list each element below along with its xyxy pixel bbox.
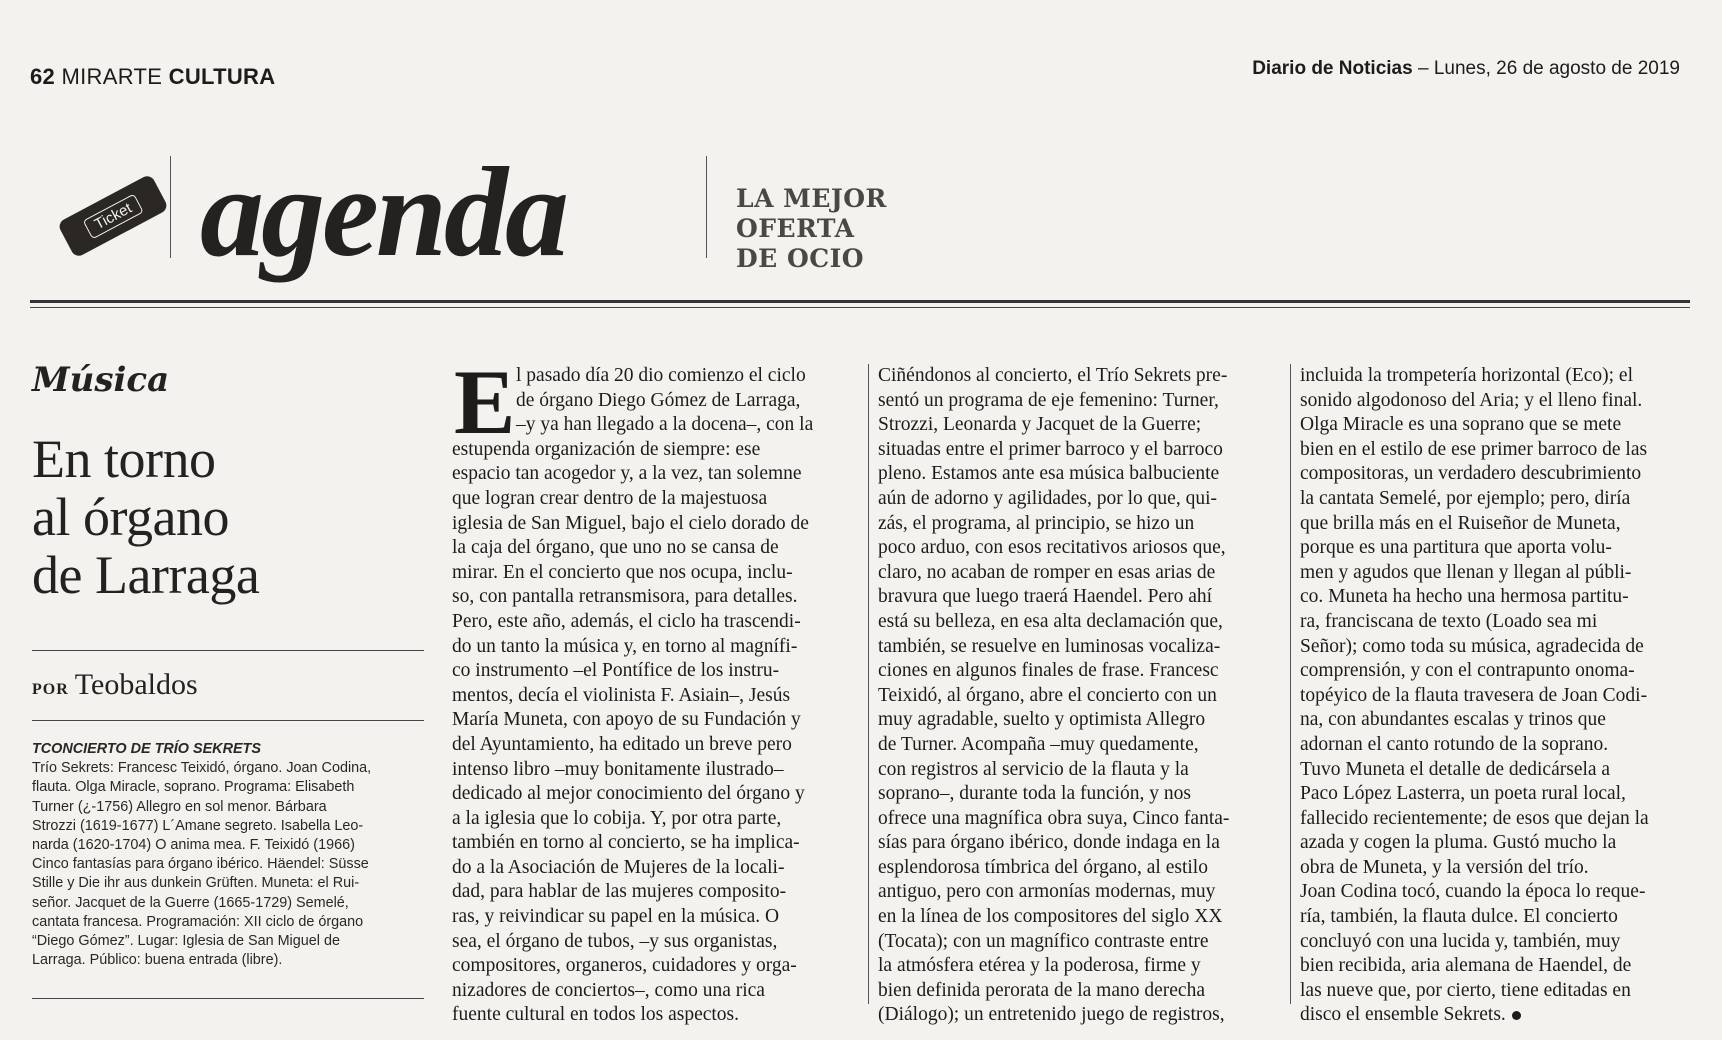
factbox-line: “Diego Gómez”. Lugar: Iglesia de San Miguel de: [32, 933, 340, 950]
article-line: también en torno al concierto, se ha implica-: [452, 832, 800, 854]
article-section: Música: [32, 360, 170, 400]
factbox-line: narda (1620-1704) O anima mea. F. Teixidó (1966): [32, 837, 355, 854]
masthead-divider-left: [170, 156, 171, 258]
divider: [32, 998, 424, 999]
article-line: del Ayuntamiento, ha editado un breve pero: [452, 733, 792, 755]
article-line: dad, para hablar de las mujeres composito-: [452, 881, 787, 903]
article-line: Joan Codina tocó, cuando la época lo reque-: [1300, 881, 1646, 903]
divider: [32, 650, 424, 651]
article-line: bien en el estilo de ese primer barroco de las: [1300, 438, 1648, 460]
article-line: mentos, decía el violinista F. Asiain–, Jesús: [452, 684, 791, 706]
byline-author: Teobaldos: [74, 668, 198, 701]
article-line: sea, el órgano de tubos, –y sus organistas,: [452, 930, 778, 952]
article-line: porque es una partitura que aporta volu-: [1300, 537, 1612, 559]
article-line: concluyó con una lucida y, también, muy: [1300, 930, 1621, 952]
article-line: adornan el canto rotundo de la soprano.: [1300, 733, 1609, 755]
factbox-line: Trío Sekrets: Francesc Teixidó, órgano. Joan Codina,: [32, 760, 372, 777]
article-line: obra de Muneta, y la versión del trío.: [1300, 856, 1589, 878]
article-line: ciones en algunos finales de frase. Francesc: [878, 660, 1219, 682]
article-line: (Diálogo); un entretenido juego de registros,: [878, 1004, 1225, 1026]
article-line: fuente cultural en todos los aspectos.: [452, 1004, 740, 1026]
article-line: ría, también, la flauta dulce. El concierto: [1300, 906, 1618, 928]
article-line: esplendorosa tímbrica del órgano, al estilo: [878, 856, 1208, 878]
subsection-name: CULTURA: [168, 64, 276, 89]
article-line: sentó un programa de eje femenino: Turner,: [878, 389, 1219, 411]
article-line: ras, y reivindicar su papel en la música. O: [452, 906, 780, 928]
article-line: la cantata Semelé, por ejemplo; pero, diría: [1300, 487, 1631, 509]
drop-cap: E: [454, 351, 516, 453]
article-line: iglesia de San Miguel, bajo el cielo dorado de: [452, 512, 809, 534]
byline: [32, 668, 198, 702]
article-line: co. Muneta ha hecho una hermosa partitu-: [1300, 586, 1629, 608]
article-line: mirar. En el concierto que nos ocupa, inclu-: [452, 561, 793, 583]
newspaper-name: Diario de Noticias: [1252, 58, 1413, 79]
ticket-icon: [57, 173, 169, 258]
article-line: fallecido recientemente; de esos que dejan la: [1300, 807, 1649, 829]
article-line: zás, el programa, al principio, se hizo un: [878, 512, 1195, 534]
article-line: compositores, organeros, cuidadores y orga-: [452, 955, 797, 977]
tagline-line: DE OCIO: [736, 244, 865, 273]
publication-info: [1252, 58, 1680, 80]
article-line: do un tanto la música y, en torno al magnífi-: [452, 635, 798, 657]
masthead-rule: [30, 300, 1690, 303]
column-divider: [868, 364, 869, 1004]
article-column-2: [878, 364, 1274, 1028]
ticket-label: Ticket: [83, 193, 144, 239]
byline-prefix: POR: [32, 681, 69, 698]
article-line: también, se resuelve en luminosas vocaliza-: [878, 635, 1221, 657]
article-line: a la iglesia que lo cobija. Y, por otra parte,: [452, 807, 782, 829]
article-line: na, con abundantes escalas y trinos que: [1300, 709, 1606, 731]
article-line: sías para órgano ibérico, donde indaga en la: [878, 832, 1220, 854]
article-line: compositoras, un verdadero descubrimiento: [1300, 463, 1642, 485]
article-line: espacio tan acogedor y, a la vez, tan solemne: [452, 463, 802, 485]
article-line: la atmósfera etérea y la poderosa, firme y: [878, 955, 1201, 977]
article-line: antiguo, pero con armonías modernas, muy: [878, 881, 1216, 903]
article-line: Strozzi, Leonarda y Jacquet de la Guerre;: [878, 414, 1202, 436]
article-line: sonido algodonoso del Aria; y el lleno final.: [1300, 389, 1643, 411]
article-line: Olga Miracle es una soprano que se mete: [1300, 414, 1622, 436]
article-line: comprensión, y con el contrapunto onoma-: [1300, 660, 1635, 682]
article-line: co instrumento –el Pontífice de los instru-: [452, 660, 780, 682]
article-line: Paco López Lasterra, un poeta rural local,: [1300, 783, 1626, 805]
agenda-logo: agenda: [200, 141, 566, 283]
article-line: do a la Asociación de Mujeres de la locali-: [452, 856, 785, 878]
article-line: poco arduo, con esos recitativos ariosos que,: [878, 537, 1226, 559]
article-line: en la línea de los compositores del siglo XX: [878, 906, 1223, 928]
factbox-line: Cinco fantasías para órgano ibérico. Häendel: Süsse: [32, 856, 369, 873]
page-header: [30, 58, 1680, 92]
article-line: María Muneta, con apoyo de su Fundación y: [452, 709, 801, 731]
column-divider: [1290, 364, 1291, 1004]
article-line: que brilla más en el Ruiseñor de Muneta,: [1300, 512, 1621, 534]
article-line: (Tocata); con un magnífico contraste entre: [878, 930, 1209, 952]
article-line: muy agradable, suelto y optimista Allegro: [878, 709, 1206, 731]
tagline-line: LA MEJOR: [736, 184, 887, 213]
masthead-tagline: [736, 184, 887, 274]
article-line: la caja del órgano, que uno no se cansa de: [452, 537, 779, 559]
article-column-3: [1300, 364, 1696, 1028]
article-line: de órgano Diego Gómez de Larraga,: [516, 389, 801, 411]
article-line: bien recibida, aria alemana de Haendel, de: [1300, 955, 1632, 977]
article-line: Señor); como toda su música, agradecida de: [1300, 635, 1644, 657]
article-line: Ciñéndonos al concierto, el Trío Sekrets pre-: [878, 365, 1228, 386]
article-line: dedicado al mejor conocimiento del órgano y: [452, 783, 805, 805]
factbox-line: Strozzi (1619-1677) L´Amane segreto. Isabella Leo-: [32, 817, 364, 834]
article-line: azada y cogen la pluma. Gustó mucho la: [1300, 832, 1617, 854]
article-line: pleno. Estamos ante esa música balbuciente: [878, 463, 1220, 485]
divider: [32, 720, 424, 721]
factbox-line: Turner (¿-1756) Allegro en sol menor. Bárbara: [32, 798, 327, 815]
article-line: Teixidó, al órgano, abre el concierto con un: [878, 684, 1217, 706]
article-line: ra, franciscana de texto (Loado sea mi: [1300, 610, 1598, 632]
article-line: soprano–, durante toda la función, y nos: [878, 783, 1192, 805]
headline-line: En torno: [32, 429, 216, 489]
article-line: intenso libro –muy bonitamente ilustrado–: [452, 758, 784, 780]
article-line: nizadores de conciertos–, como una rica: [452, 979, 765, 1001]
factbox-line: cantata francesa. Programación: XII ciclo de órgano: [32, 913, 364, 930]
page-section-label: [30, 64, 275, 90]
factbox-line: señor. Jacquet de la Guerre (1665-1729) Semelé,: [32, 894, 349, 911]
headline-line: al órgano: [32, 487, 229, 547]
article-line: –y ya han llegado a la docena–, con la: [516, 414, 814, 436]
article-line: bravura que luego traerá Haendel. Pero ahí: [878, 586, 1213, 608]
article-line: de Turner. Acompaña –muy quedamente,: [878, 733, 1199, 755]
article-line: con registros al servicio de la flauta y la: [878, 758, 1189, 780]
article-line: men y agudos que llenan y llegan al públi-: [1300, 561, 1632, 583]
page-number: 62: [30, 64, 56, 89]
concert-factbox: [32, 740, 426, 970]
article-line: las nueve que, por cierto, tiene editadas en: [1300, 979, 1631, 1001]
factbox-title: TCONCIERTO DE TRÍO SEKRETS: [32, 741, 261, 757]
publication-date: – Lunes, 26 de agosto de 2019: [1417, 58, 1680, 79]
article-line: está su belleza, en esa alta declamación que,: [878, 610, 1223, 632]
article-line: que logran crear dentro de la majestuosa: [452, 487, 768, 509]
article-line: Tuvo Muneta el detalle de dedicársela a: [1300, 758, 1611, 780]
article-line: l pasado día 20 dio comienzo el ciclo: [516, 365, 806, 386]
article-line: situadas entre el primer barroco y el barroco: [878, 438, 1223, 460]
article-line: estupenda organización de siempre: ese: [452, 438, 761, 460]
article-line: disco el ensemble Sekrets.: [1300, 1003, 1696, 1028]
factbox-line: flauta. Olga Miracle, soprano. Programa: Elisabeth: [32, 779, 355, 796]
factbox-line: Stille y Die ihr aus dunkein Grüften. Muneta: el Rui-: [32, 875, 360, 892]
article-line: so, con pantalla retransmisora, para detalles.: [452, 586, 798, 608]
article-column-1: [452, 351, 848, 1028]
end-of-article-icon: [1512, 1011, 1521, 1020]
factbox-body: [32, 759, 426, 970]
masthead-divider-right: [706, 156, 707, 258]
article-line: topéyico de la flauta travesera de Joan Codi-: [1300, 684, 1648, 706]
section-name: MIRARTE: [61, 64, 163, 89]
article-line: Pero, este año, además, el ciclo ha trascendi-: [452, 610, 801, 632]
masthead-rule-thin: [30, 307, 1690, 308]
tagline-line: OFERTA: [736, 214, 855, 243]
article-headline: [32, 430, 259, 604]
article-line: aún de adorno y agilidades, por lo que, qui-: [878, 487, 1217, 509]
article-line: bien definida perorata de la mano derecha: [878, 979, 1205, 1001]
factbox-line: Larraga. Público: buena entrada (libre).: [32, 952, 283, 969]
article-line: ofrece una magnífica obra suya, Cinco fanta-: [878, 807, 1230, 829]
article-line: incluida la trompetería horizontal (Eco); el: [1300, 365, 1633, 386]
article-line: claro, no acaban de romper en esas arias de: [878, 561, 1216, 583]
headline-line: de Larraga: [32, 545, 260, 605]
